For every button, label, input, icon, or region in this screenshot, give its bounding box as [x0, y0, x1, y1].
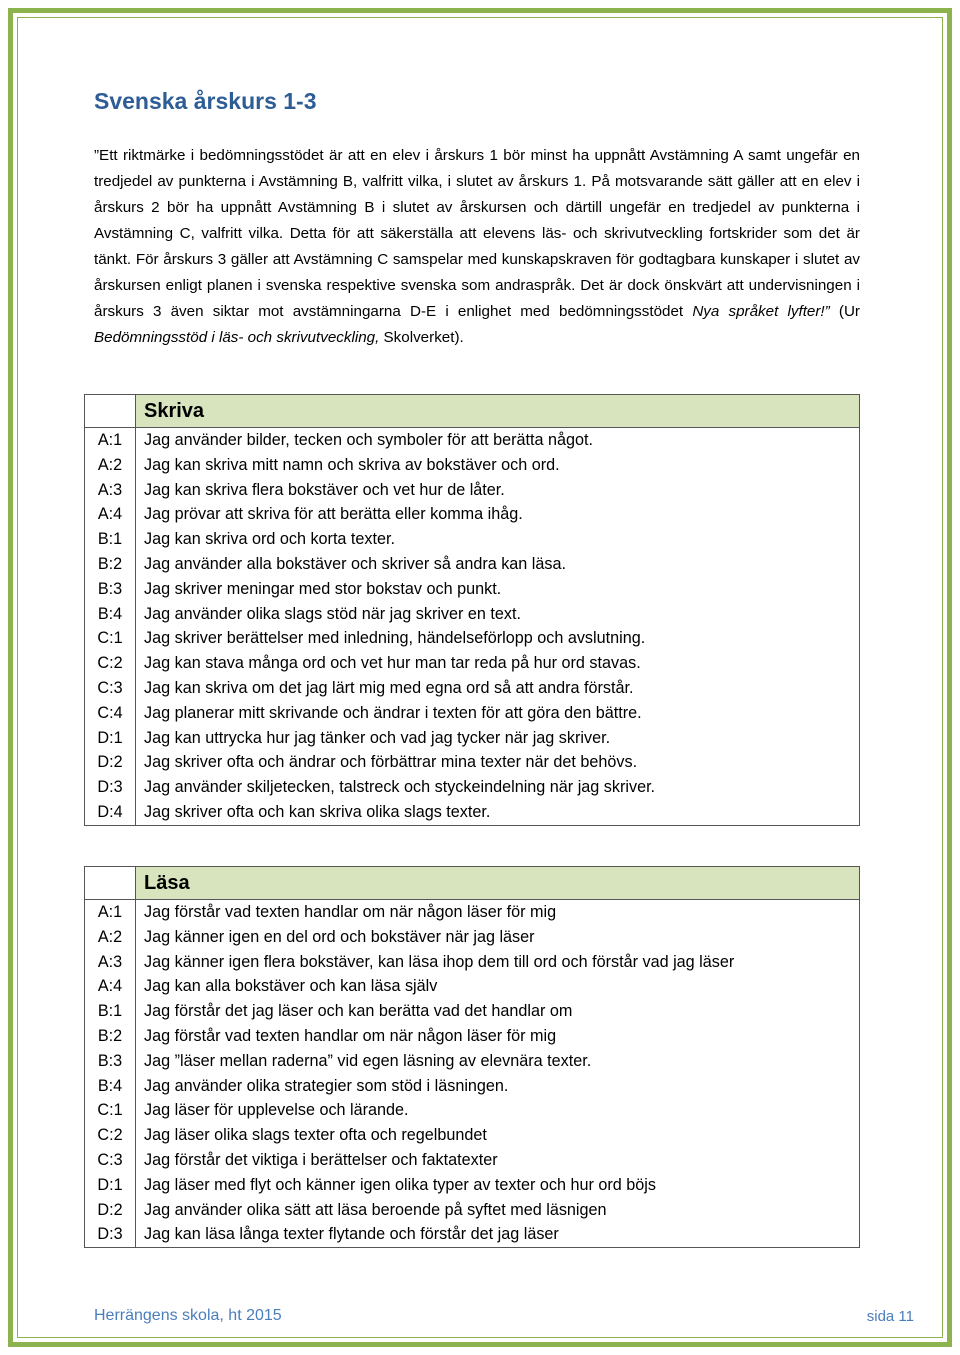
lasa-item: Jag känner igen flera bokstäver, kan läsa ihop dem till ord och förstår vad jag läser [144, 952, 735, 971]
lasa-code: D:3 [97, 1225, 123, 1244]
lasa-code: D:2 [97, 1200, 123, 1219]
lasa-code: B:1 [97, 1002, 123, 1021]
lasa-items-column [136, 900, 860, 1248]
skriva-item: Jag använder skiljetecken, talstreck och styckeindelning när jag skriver. [144, 778, 656, 797]
skriva-item: Jag skriver ofta och ändrar och förbättrar mina texter när det behövs. [144, 753, 638, 772]
skriva-item: Jag skriver meningar med stor bokstav och punkt. [144, 579, 502, 598]
lasa-code: B:4 [97, 1076, 123, 1095]
lasa-code: B:2 [97, 1026, 123, 1045]
lasa-table [84, 866, 860, 1248]
lasa-item: Jag förstår det jag läser och kan berätta vad det handlar om [144, 1002, 573, 1021]
skriva-item: Jag skriver berättelser med inledning, händelseförlopp och avslutning. [144, 629, 646, 648]
skriva-code: A:2 [97, 455, 123, 474]
lasa-code: C:1 [97, 1101, 123, 1120]
intro-italic-source: Bedömningsstöd i läs- och skrivutveckling, [94, 329, 380, 346]
lasa-header-row [85, 867, 860, 900]
skriva-item: Jag kan uttrycka hur jag tänker och vad jag tycker när jag skriver. [144, 728, 611, 747]
skriva-code: D:1 [97, 728, 123, 747]
skriva-code: C:3 [97, 678, 123, 697]
skriva-item: Jag kan skriva flera bokstäver och vet hur de låter. [144, 480, 505, 499]
lasa-code: A:4 [97, 977, 123, 996]
skriva-item: Jag använder olika slags stöd när jag skriver en text. [144, 604, 522, 623]
skriva-item: Jag kan skriva mitt namn och skriva av bokstäver och ord. [144, 455, 560, 474]
lasa-item: Jag förstår vad texten handlar om när någon läser för mig [144, 1026, 557, 1045]
skriva-header-empty-cell [85, 395, 136, 428]
skriva-code: D:2 [97, 753, 123, 772]
skriva-code: B:2 [97, 554, 123, 573]
skriva-header-row [85, 395, 860, 428]
lasa-item: Jag förstår det viktiga i berättelser och faktatexter [144, 1150, 498, 1169]
skriva-code: D:3 [97, 778, 123, 797]
lasa-body-row [85, 900, 860, 1248]
skriva-code: B:4 [97, 604, 123, 623]
skriva-codes-column [85, 428, 136, 826]
lasa-code: D:1 [97, 1175, 123, 1194]
lasa-header-empty-cell [85, 867, 136, 900]
skriva-code: C:1 [97, 629, 123, 648]
skriva-code: B:1 [97, 530, 123, 549]
skriva-item: Jag kan stava många ord och vet hur man tar reda på hur ord stavas. [144, 654, 641, 673]
footer-page-number: sida 11 [866, 1308, 914, 1325]
skriva-code: C:2 [97, 654, 123, 673]
lasa-item: Jag använder olika sätt att läsa beroende på syftet med läsnigen [144, 1200, 607, 1219]
footer-school: Herrängens skola, ht 2015 [94, 1307, 282, 1324]
lasa-codes-column [85, 900, 136, 1248]
skriva-items-column [136, 428, 860, 826]
skriva-item: Jag skriver ofta och kan skriva olika slags texter. [144, 802, 491, 821]
lasa-code: A:2 [97, 927, 123, 946]
lasa-code: B:3 [97, 1051, 123, 1070]
lasa-code: A:3 [97, 952, 123, 971]
intro-text: ”Ett riktmärke i bedömningsstödet är att en elev i årskurs 1 bör minst ha uppnått Avstämning A samt ungefär en tredjedel av punkterna i Avstämning B, valfritt vilka, i slutet av årskurs 1. På motsvarande sätt gäller att en elev i årskurs 2 bör ha uppnått Avstämning B i slutet av årskursen och därtill ungefär en tredjedel av punkterna i Avstämning C, valfritt vilka. Detta för att säkerställa att elevens läs- och skrivutveckling fortskrider som det är tänkt. För årskurs 3 gäller att Avstämning C samspelar med kunskapskraven för godtagbara kunskaper i slutet av årskursen enligt planen i svenska respektive svenska som andraspråk. Det är dock önskvärt att undervisningen i årskurs 3 även siktar mot avstämningarna D-E i enlighet med bedömningsstödet [94, 147, 860, 320]
skriva-code: C:4 [97, 703, 123, 722]
lasa-item: Jag känner igen en del ord och bokstäver när jag läser [144, 927, 535, 946]
skriva-item: Jag kan skriva om det jag lärt mig med egna ord så att andra förstår. [144, 678, 634, 697]
intro-paragraph [94, 143, 860, 351]
skriva-item: Jag planerar mitt skrivande och ändrar i texten för att göra den bättre. [144, 703, 642, 722]
skriva-body-row [85, 428, 860, 826]
skriva-item: Jag använder bilder, tecken och symboler för att berätta något. [144, 431, 594, 449]
skriva-item: Jag prövar att skriva för att berätta eller komma ihåg. [144, 505, 523, 524]
skriva-item: Jag kan skriva ord och korta texter. [144, 530, 396, 549]
skriva-code: A:3 [97, 480, 123, 499]
skriva-code: A:1 [97, 431, 123, 449]
lasa-item: Jag kan alla bokstäver och kan läsa själv [144, 977, 438, 996]
lasa-item: Jag läser olika slags texter ofta och regelbundet [144, 1126, 487, 1145]
lasa-code: C:2 [97, 1126, 123, 1145]
intro-italic-title: Nya språket lyfter!” [692, 303, 830, 320]
skriva-code: A:4 [97, 505, 123, 524]
lasa-code: C:3 [97, 1150, 123, 1169]
lasa-item: Jag läser för upplevelse och lärande. [144, 1101, 409, 1120]
lasa-item: Jag använder olika strategier som stöd i läsningen. [144, 1076, 509, 1095]
skriva-code: B:3 [97, 579, 123, 598]
intro-text-mid: (Ur [829, 303, 860, 320]
skriva-item: Jag använder alla bokstäver och skriver så andra kan läsa. [144, 554, 567, 573]
page-title: Svenska årskurs 1-3 [94, 88, 317, 114]
lasa-item: Jag ”läser mellan raderna” vid egen läsning av elevnära texter. [144, 1051, 592, 1070]
lasa-item: Jag läser med flyt och känner igen olika typer av texter och hur ord böjs [144, 1175, 656, 1194]
lasa-item: Jag förstår vad texten handlar om när någon läser för mig [144, 903, 557, 921]
skriva-code: D:4 [97, 802, 123, 821]
skriva-heading: Skriva [136, 395, 860, 428]
lasa-item: Jag kan läsa långa texter flytande och förstår det jag läser [144, 1225, 559, 1244]
lasa-heading: Läsa [136, 867, 860, 900]
lasa-code: A:1 [97, 903, 123, 921]
skriva-table [84, 394, 860, 826]
intro-text-end: Skolverket). [379, 329, 464, 346]
